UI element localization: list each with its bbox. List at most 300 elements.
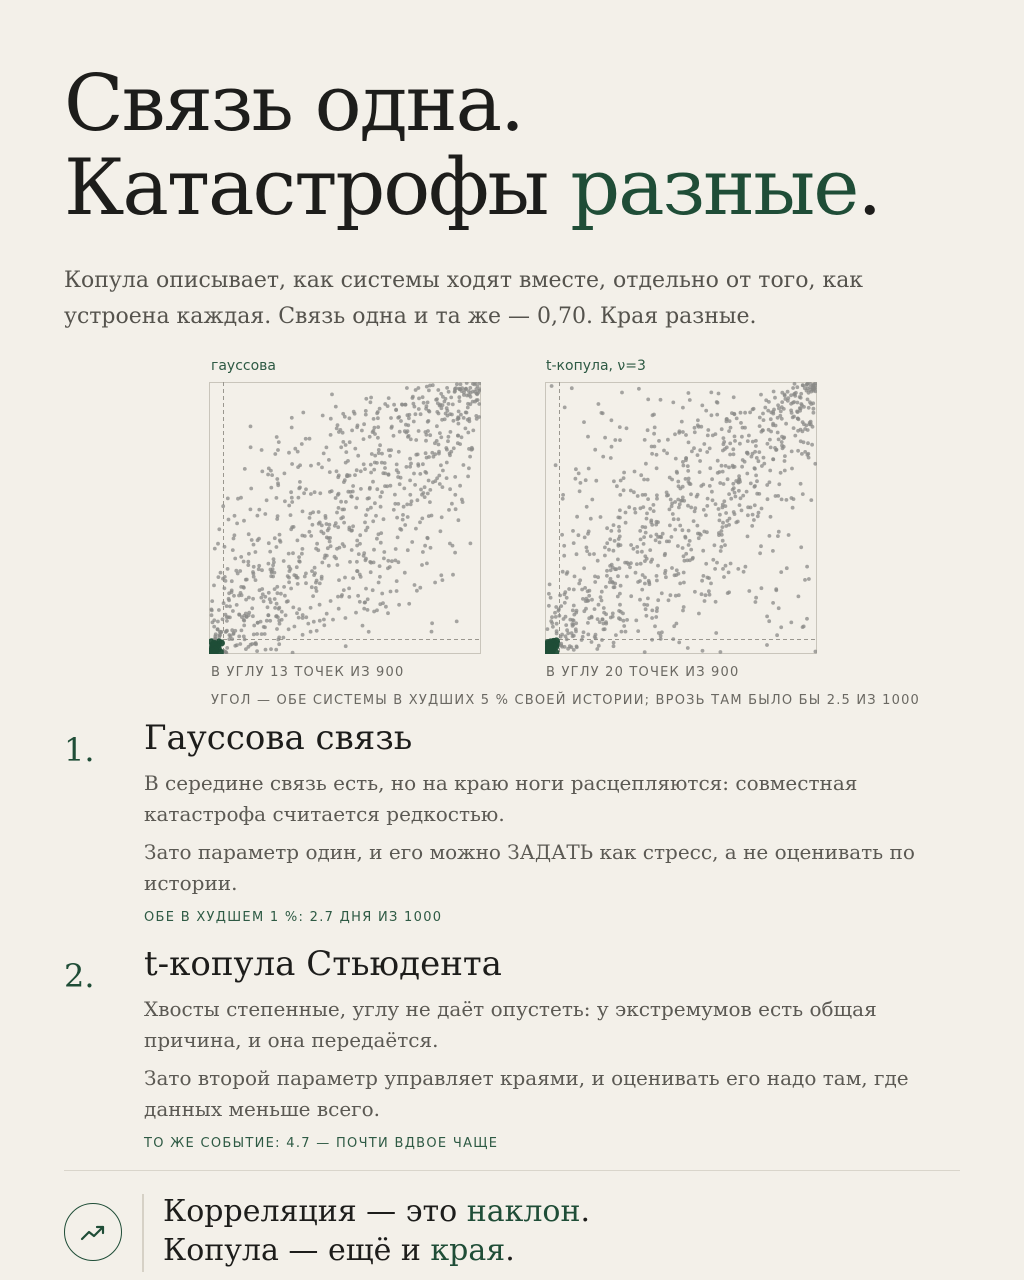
scatter-point bbox=[610, 445, 614, 449]
scatter-point bbox=[252, 565, 256, 569]
scatter-point bbox=[291, 651, 295, 654]
scatter-point bbox=[362, 607, 366, 611]
scatter-point bbox=[379, 541, 383, 545]
scatter-point bbox=[575, 645, 579, 649]
scatter-point bbox=[304, 615, 308, 619]
scatter-point bbox=[768, 469, 772, 473]
scatter-point bbox=[593, 448, 597, 452]
scatter-point bbox=[633, 507, 637, 511]
scatter-point bbox=[334, 405, 338, 409]
scatter-point bbox=[383, 402, 387, 406]
scatter-point bbox=[342, 588, 346, 592]
scatter-point bbox=[592, 552, 596, 556]
scatter-point bbox=[417, 464, 421, 468]
scatter-point bbox=[713, 543, 717, 547]
scatter-point bbox=[221, 504, 225, 508]
scatter-point bbox=[273, 452, 277, 456]
scatter-point bbox=[344, 461, 348, 465]
scatter-point bbox=[558, 614, 562, 618]
scatter-point bbox=[339, 500, 343, 504]
scatter-point bbox=[796, 449, 800, 453]
scatter-point bbox=[680, 420, 684, 424]
scatter-point bbox=[641, 493, 645, 497]
scatter-point bbox=[700, 579, 704, 583]
scatter-point bbox=[387, 473, 391, 477]
scatter-point bbox=[618, 566, 622, 570]
scatter-point bbox=[676, 544, 680, 548]
scatter-point bbox=[618, 493, 622, 497]
scatter-point bbox=[316, 548, 320, 552]
scatter-point bbox=[760, 586, 764, 590]
scatter-point bbox=[589, 517, 593, 521]
scatter-point bbox=[306, 622, 310, 626]
scatter-point bbox=[648, 507, 652, 511]
scatter-point bbox=[572, 604, 576, 608]
scatter-point bbox=[675, 470, 679, 474]
scatter-point bbox=[555, 629, 559, 633]
scatter-point bbox=[407, 602, 411, 606]
scatter-point bbox=[696, 524, 700, 528]
scatter-point bbox=[659, 634, 663, 638]
scatter-point bbox=[636, 550, 640, 554]
scatter-point bbox=[222, 601, 226, 605]
scatter-point bbox=[348, 474, 352, 478]
scatter-point bbox=[701, 549, 705, 553]
scatter-point bbox=[731, 482, 735, 486]
scatter-point bbox=[549, 596, 553, 600]
scatter-point bbox=[392, 508, 396, 512]
scatter-point bbox=[780, 440, 784, 444]
scatter-point bbox=[547, 604, 551, 608]
scatter-point bbox=[655, 520, 659, 524]
scatter-point bbox=[656, 564, 660, 568]
scatter-point bbox=[651, 413, 655, 417]
scatter-point bbox=[807, 456, 811, 460]
scatter-point bbox=[675, 568, 679, 572]
scatter-point bbox=[268, 619, 272, 623]
scatter-point bbox=[554, 615, 558, 619]
scatter-point bbox=[317, 462, 321, 466]
scatter-point bbox=[590, 498, 594, 502]
scatter-point bbox=[411, 395, 415, 399]
scatter-point bbox=[594, 479, 598, 483]
scatter-point bbox=[715, 400, 719, 404]
scatter-point bbox=[239, 496, 243, 500]
scatter-point bbox=[767, 400, 771, 404]
scatter-point bbox=[425, 385, 429, 389]
scatter-point bbox=[408, 479, 412, 483]
scatter-point bbox=[706, 576, 710, 580]
scatter-point bbox=[572, 588, 576, 592]
scatter-point bbox=[394, 547, 398, 551]
scatter-point bbox=[733, 465, 737, 469]
scatter-point bbox=[612, 479, 616, 483]
scatter-point bbox=[379, 505, 383, 509]
scatter-point bbox=[789, 621, 793, 625]
scatter-point bbox=[684, 458, 688, 462]
scatter-point bbox=[799, 407, 803, 411]
scatter-point bbox=[779, 471, 783, 475]
scatter-point bbox=[419, 412, 423, 416]
scatter-point bbox=[616, 558, 620, 562]
scatter-point bbox=[440, 515, 444, 519]
scatter-point bbox=[382, 517, 386, 521]
scatter-point bbox=[417, 429, 421, 433]
scatter-point bbox=[355, 497, 359, 501]
scatter-point bbox=[670, 566, 674, 570]
scatter-point bbox=[555, 622, 559, 626]
scatter-point bbox=[722, 482, 726, 486]
scatter-point bbox=[354, 506, 358, 510]
scatter-point bbox=[609, 456, 613, 460]
item-2-stat: ТО ЖЕ СОБЫТИЕ: 4.7 — ПОЧТИ ВДВОЕ ЧАЩЕ bbox=[144, 1136, 499, 1151]
scatter-point bbox=[224, 650, 228, 654]
scatter-point bbox=[359, 487, 363, 491]
scatter-point bbox=[704, 409, 708, 413]
scatter-point bbox=[777, 482, 781, 486]
scatter-point bbox=[449, 396, 453, 400]
scatter-point bbox=[575, 552, 579, 556]
scatter-point bbox=[806, 452, 810, 456]
scatter-point bbox=[234, 569, 238, 573]
scatter-point bbox=[689, 492, 693, 496]
item-1-paragraph-1: В середине связь есть, но на краю ноги расцепляются: совместная катастрофа считается редкостью. bbox=[144, 771, 858, 826]
scatter-point bbox=[732, 452, 736, 456]
scatter-point bbox=[667, 598, 671, 602]
scatter-point bbox=[373, 454, 377, 458]
scatter-point bbox=[724, 464, 728, 468]
scatter-point bbox=[587, 594, 591, 598]
item-2-paragraph-2: Зато второй параметр управляет краями, и оценивать его надо там, где данных меньше всего. bbox=[144, 1066, 909, 1121]
scatter-point bbox=[597, 402, 601, 406]
scatter-point bbox=[645, 517, 649, 521]
scatter-point bbox=[603, 546, 607, 550]
section-divider bbox=[64, 1170, 960, 1171]
scatter-point bbox=[624, 521, 628, 525]
scatter-point bbox=[690, 450, 694, 454]
scatter-point bbox=[759, 393, 763, 397]
scatter-point bbox=[793, 434, 797, 438]
scatter-point bbox=[340, 595, 344, 599]
scatter-point bbox=[625, 575, 629, 579]
scatter-point bbox=[368, 487, 372, 491]
scatter-point bbox=[327, 564, 331, 568]
scatter-point bbox=[735, 417, 739, 421]
scatter-point bbox=[249, 643, 253, 647]
scatter-point bbox=[245, 578, 249, 582]
scatter-point bbox=[643, 525, 647, 529]
scatter-point bbox=[617, 529, 621, 533]
scatter-point bbox=[333, 524, 337, 528]
scatter-point bbox=[347, 526, 351, 530]
t-copula-scatter-svg bbox=[545, 382, 817, 654]
scatter-point bbox=[235, 643, 239, 647]
scatter-point bbox=[231, 548, 235, 552]
scatter-point bbox=[742, 570, 746, 574]
scatter-point bbox=[620, 391, 624, 395]
scatter-point bbox=[791, 386, 795, 390]
scatter-point bbox=[449, 430, 453, 434]
scatter-point bbox=[414, 438, 418, 442]
scatter-point bbox=[238, 642, 242, 646]
gauss-scatter-plot bbox=[209, 382, 481, 654]
scatter-point bbox=[257, 508, 261, 512]
scatter-point bbox=[572, 634, 576, 638]
scatter-point bbox=[273, 587, 277, 591]
scatter-point bbox=[733, 491, 737, 495]
scatter-point bbox=[729, 497, 733, 501]
scatter-point bbox=[309, 534, 313, 538]
scatter-point bbox=[358, 600, 362, 604]
scatter-point bbox=[618, 438, 622, 442]
scatter-point bbox=[593, 580, 597, 584]
scatter-point bbox=[342, 508, 346, 512]
scatter-point bbox=[297, 487, 301, 491]
scatter-point bbox=[295, 611, 299, 615]
scatter-point bbox=[595, 647, 599, 651]
scatter-point bbox=[582, 420, 586, 424]
scatter-point bbox=[336, 595, 340, 599]
scatter-point bbox=[252, 575, 256, 579]
scatter-point bbox=[574, 467, 578, 471]
scatter-point bbox=[360, 429, 364, 433]
scatter-point bbox=[230, 628, 234, 632]
scatter-point bbox=[456, 434, 460, 438]
scatter-point bbox=[618, 516, 622, 520]
scatter-point bbox=[328, 540, 332, 544]
scatter-point bbox=[406, 548, 410, 552]
scatter-point bbox=[602, 606, 606, 610]
scatter-point bbox=[471, 429, 475, 433]
scatter-point bbox=[629, 594, 633, 598]
scatter-point bbox=[217, 575, 221, 579]
scatter-point bbox=[291, 606, 295, 610]
scatter-point bbox=[301, 510, 305, 514]
scatter-point bbox=[389, 416, 393, 420]
gauss-corner-count: В УГЛУ 13 ТОЧЕК ИЗ 900 bbox=[211, 665, 405, 680]
scatter-point bbox=[766, 409, 770, 413]
title-line-2-start: Катастрофы bbox=[64, 143, 571, 233]
scatter-point bbox=[344, 443, 348, 447]
scatter-point bbox=[289, 567, 293, 571]
scatter-point bbox=[343, 415, 347, 419]
scatter-point bbox=[640, 550, 644, 554]
scatter-point bbox=[797, 595, 801, 599]
scatter-point bbox=[457, 387, 461, 391]
scatter-point bbox=[242, 560, 246, 564]
scatter-point bbox=[586, 435, 590, 439]
scatter-point bbox=[386, 611, 390, 615]
scatter-point bbox=[377, 448, 381, 452]
scatter-point bbox=[789, 409, 793, 413]
scatter-point bbox=[603, 436, 607, 440]
scatter-point bbox=[550, 615, 554, 619]
scatter-point bbox=[750, 455, 754, 459]
scatter-point bbox=[435, 410, 439, 414]
scatter-point bbox=[249, 508, 253, 512]
scatter-point bbox=[399, 419, 403, 423]
scatter-point bbox=[740, 435, 744, 439]
scatter-point bbox=[605, 569, 609, 573]
scatter-point bbox=[327, 536, 331, 540]
scatter-point bbox=[403, 403, 407, 407]
scatter-point bbox=[728, 442, 732, 446]
scatter-point bbox=[687, 441, 691, 445]
scatter-point bbox=[212, 584, 216, 588]
scatter-point bbox=[748, 411, 752, 415]
scatter-point bbox=[719, 549, 723, 553]
scatter-point bbox=[643, 554, 647, 558]
scatter-point bbox=[584, 478, 588, 482]
scatter-point bbox=[582, 609, 586, 613]
scatter-point bbox=[739, 411, 743, 415]
gauss-scatter-svg bbox=[209, 382, 481, 654]
scatter-point bbox=[565, 596, 569, 600]
scatter-point bbox=[265, 619, 269, 623]
scatter-point bbox=[233, 533, 237, 537]
scatter-point bbox=[795, 385, 799, 389]
scatter-point bbox=[227, 598, 231, 602]
scatter-point bbox=[394, 408, 398, 412]
corner-point bbox=[546, 644, 553, 651]
scatter-point bbox=[693, 426, 697, 430]
scatter-point bbox=[287, 451, 291, 455]
scatter-point bbox=[706, 434, 710, 438]
scatter-point bbox=[469, 542, 473, 546]
scatter-point bbox=[593, 607, 597, 611]
scatter-point bbox=[762, 462, 766, 466]
t-copula-corner-count: В УГЛУ 20 ТОЧЕК ИЗ 900 bbox=[546, 665, 740, 680]
scatter-point bbox=[423, 485, 427, 489]
scatter-point bbox=[757, 492, 761, 496]
scatter-point bbox=[644, 462, 648, 466]
scatter-point bbox=[309, 492, 313, 496]
scatter-point bbox=[318, 491, 322, 495]
scatter-point bbox=[347, 587, 351, 591]
scatter-point bbox=[812, 411, 816, 415]
scatter-point bbox=[398, 482, 402, 486]
scatter-point bbox=[269, 568, 273, 572]
scatter-point bbox=[789, 393, 793, 397]
scatter-point bbox=[600, 411, 604, 415]
scatter-point bbox=[445, 476, 449, 480]
scatter-point bbox=[325, 446, 329, 450]
scatter-point bbox=[580, 588, 584, 592]
scatter-point bbox=[559, 604, 563, 608]
scatter-point bbox=[464, 427, 468, 431]
scatter-point bbox=[590, 640, 594, 644]
scatter-point bbox=[440, 418, 444, 422]
scatter-point bbox=[699, 533, 703, 537]
scatter-point bbox=[329, 599, 333, 603]
scatter-point bbox=[661, 532, 665, 536]
scatter-point bbox=[413, 583, 417, 587]
scatter-point bbox=[275, 517, 279, 521]
scatter-point bbox=[379, 495, 383, 499]
scatter-point bbox=[448, 453, 452, 457]
scatter-point bbox=[336, 493, 340, 497]
scatter-point bbox=[613, 438, 617, 442]
scatter-point bbox=[341, 440, 345, 444]
scatter-point bbox=[655, 533, 659, 537]
scatter-point bbox=[686, 504, 690, 508]
scatter-point bbox=[246, 563, 250, 567]
corner-definition-note: УГОЛ — ОБЕ СИСТЕМЫ В ХУДШИХ 5 % СВОЕЙ ИСТОРИИ; ВРОЗЬ ТАМ БЫЛО БЫ 2.5 ИЗ 1000 bbox=[211, 693, 921, 708]
scatter-point bbox=[298, 480, 302, 484]
scatter-point bbox=[446, 439, 450, 443]
scatter-point bbox=[217, 527, 221, 531]
scatter-point bbox=[677, 484, 681, 488]
scatter-point bbox=[598, 620, 602, 624]
scatter-point bbox=[785, 498, 789, 502]
scatter-point bbox=[749, 482, 753, 486]
scatter-point bbox=[415, 589, 419, 593]
footer-line-1-end: . bbox=[580, 1194, 591, 1229]
scatter-point bbox=[418, 586, 422, 590]
scatter-point bbox=[380, 592, 384, 596]
scatter-point bbox=[689, 548, 693, 552]
scatter-point bbox=[371, 519, 375, 523]
scatter-point bbox=[275, 496, 279, 500]
scatter-point bbox=[682, 571, 686, 575]
scatter-point bbox=[406, 515, 410, 519]
scatter-point bbox=[373, 426, 377, 430]
scatter-point bbox=[677, 641, 681, 645]
scatter-point bbox=[719, 650, 723, 654]
scatter-point bbox=[433, 581, 437, 585]
scatter-point bbox=[722, 442, 726, 446]
scatter-point bbox=[792, 415, 796, 419]
footer-line-2-text: Копула — ещё и bbox=[163, 1233, 431, 1268]
scatter-point bbox=[586, 633, 590, 637]
scatter-point bbox=[392, 403, 396, 407]
scatter-point bbox=[437, 443, 441, 447]
scatter-point bbox=[398, 430, 402, 434]
scatter-point bbox=[409, 462, 413, 466]
scatter-point bbox=[612, 644, 616, 648]
scatter-point bbox=[780, 391, 784, 395]
scatter-point bbox=[809, 402, 813, 406]
scatter-point bbox=[793, 392, 797, 396]
scatter-point bbox=[663, 571, 667, 575]
scatter-point bbox=[232, 594, 236, 598]
scatter-point bbox=[687, 543, 691, 547]
scatter-point bbox=[796, 417, 800, 421]
scatter-point bbox=[387, 448, 391, 452]
scatter-point bbox=[716, 471, 720, 475]
scatter-point bbox=[721, 470, 725, 474]
scatter-point bbox=[259, 620, 263, 624]
scatter-point bbox=[301, 547, 305, 551]
scatter-point bbox=[786, 390, 790, 394]
scatter-point bbox=[406, 435, 410, 439]
scatter-point bbox=[681, 609, 685, 613]
scatter-point bbox=[743, 460, 747, 464]
scatter-point bbox=[693, 430, 697, 434]
scatter-point bbox=[339, 445, 343, 449]
scatter-point bbox=[577, 582, 581, 586]
scatter-point bbox=[733, 435, 737, 439]
scatter-point bbox=[405, 503, 409, 507]
scatter-point bbox=[692, 519, 696, 523]
scatter-point bbox=[405, 465, 409, 469]
scatter-point bbox=[408, 457, 412, 461]
scatter-point bbox=[604, 612, 608, 616]
scatter-point bbox=[457, 416, 461, 420]
scatter-point bbox=[726, 591, 730, 595]
scatter-point bbox=[312, 620, 316, 624]
scatter-point bbox=[294, 574, 298, 578]
